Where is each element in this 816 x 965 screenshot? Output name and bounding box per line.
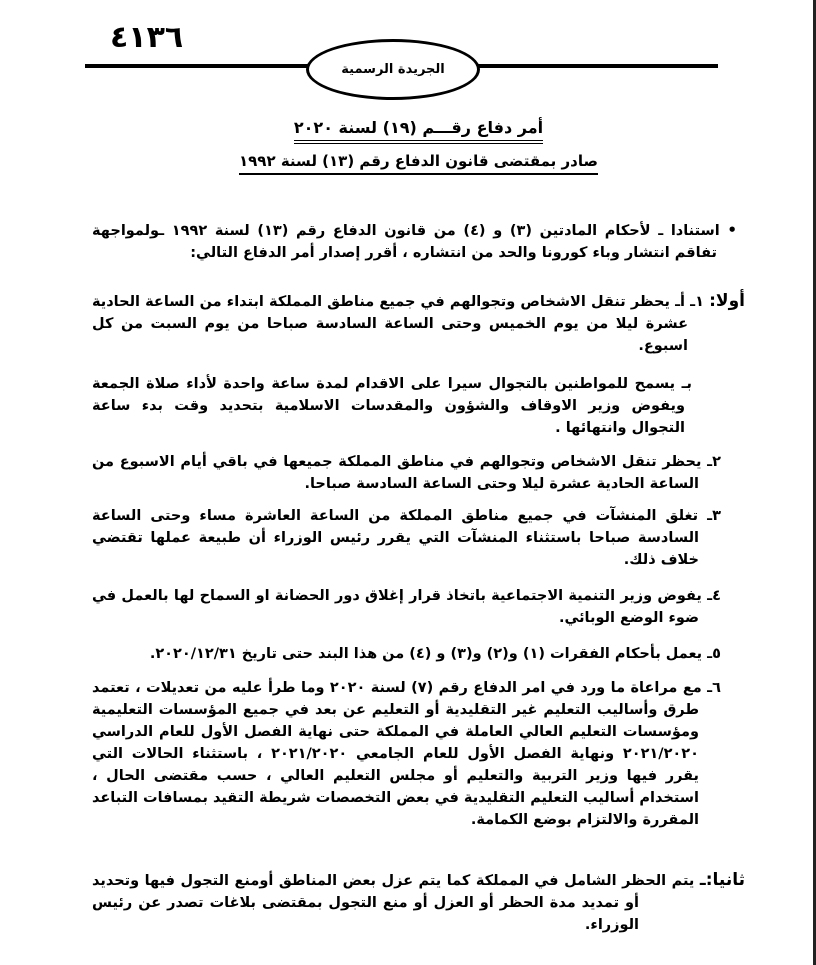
order-body (92, 112, 745, 936)
page-number: ٤١٣٦ (110, 20, 184, 55)
section-second-label: ثانيا:ـ (699, 870, 745, 890)
gazette-seal (306, 39, 480, 100)
gazette-name: الجريدة الرسمية (341, 62, 445, 77)
clause-text: يعمل بأحكام الفقرات (١) و(٢) و(٣) و (٤) من هذا البند حتى تاريخ ٢٠٢٠/١٢/٣١. (149, 646, 703, 662)
clause-marker: ٤ـ (707, 588, 721, 604)
order-title-line1: أمر دفاع رقـــم (١٩) لسنة ٢٠٢٠ (294, 118, 543, 144)
clause-text: يسمح للمواطنين بالتجوال سيرا على الاقدام لمدة ساعة واحدة لأداء صلاة الجمعة ويفوض وزير الاوقاف والشؤون والمقدسات الاسلامية بتحديد وقت بدء ساعة التجوال وانتهائها . (92, 376, 685, 436)
clause-text: يتم الحظر الشامل في المملكة كما يتم عزل بعض المناطق أومنع التجول فيها وتحديد أو تمديد مدة الحظر أو العزل أو منع التجول بمقتضى بلاغات تصدر عن رئيس الوزراء. (92, 873, 695, 933)
clause-marker: ١ـ أـ (675, 294, 704, 310)
clause-first-1a (92, 290, 745, 357)
clause-text: يحظر تنقل الاشخاص وتجوالهم في مناطق المملكة جميعها في باقي أيام الاسبوع من الساعة الحادية عشرة ليلا وحتى الساعة السادسة صباحا. (92, 454, 702, 492)
clause-first-1b (92, 373, 745, 439)
preamble-text: استنادا ـ لأحكام المادتين (٣) و (٤) من قانون الدفاع رقم (١٣) لسنة ١٩٩٢ ـولمواجهة تفاقم انتشار وباء كورونا والحد من انتشاره ، أقرر إصدار أمر الدفاع التالي: (92, 223, 720, 261)
preamble-paragraph (92, 219, 745, 264)
bullet-icon: • (727, 221, 738, 239)
clause-first-4 (92, 585, 745, 629)
clause-marker: ٥ـ (707, 646, 721, 662)
clause-first-5 (92, 643, 745, 665)
section-first-label: أولا: (709, 291, 745, 311)
clause-text: يحظر تنقل الاشخاص وتجوالهم في جميع مناطق المملكة ابتداء من الساعة الحادية عشرة ليلا من يوم الخميس وحتى الساعة السادسة صباحا من يوم السبت من كل اسبوع. (92, 294, 688, 354)
clause-marker: ٢ـ (707, 454, 721, 470)
order-title (92, 112, 745, 175)
clause-marker: بـ (681, 376, 692, 392)
clause-text: تغلق المنشآت في جميع مناطق المملكة من الساعة العاشرة مساء وحتى الساعة السادسة صباحا باستثناء المنشآت التي يقرر رئيس الوزراء أن طبيعة عملها تقتضي خلاف ذلك. (92, 508, 699, 568)
clause-second (92, 869, 745, 936)
clause-text: مع مراعاة ما ورد في امر الدفاع رقم (٧) لسنة ٢٠٢٠ وما طرأ عليه من تعديلات ، تعتمد طرق وأساليب التعليم غير التقليدية أو التعليم عن بعد في جميع المؤسسات التعليمية ومؤسسات التعليم العالي العاملة في المملكة حتى نهاية الفصل الأول للعام الدراسي ٢٠٢١/٢٠٢٠ ونهاية الفصل الأول للعام الجامعي ٢٠٢١/٢٠٢٠ ، باستثناء الحالات التي يقرر فيها وزير التربية والتعليم أو مجلس التعليم العالي ، حسب مقتضى الحال ، استخدام أساليب التعليم التقليدية في بعض التخصصات شريطة التقيد بمسافات التباعد المقررة والالتزام بوضع الكمامة. (92, 680, 702, 828)
clause-first-6 (92, 677, 745, 831)
order-title-line2: صادر بمقتضى قانون الدفاع رقم (١٣) لسنة ١٩٩٢ (239, 152, 598, 175)
clause-first-3 (92, 505, 745, 571)
clause-text: يفوض وزير التنمية الاجتماعية باتخاذ قرار إغلاق دور الحضانة او السماح لها بالعمل في ضوء الوضع الوبائي. (92, 588, 702, 626)
clause-first-2 (92, 451, 745, 495)
clause-marker: ٣ـ (707, 508, 721, 524)
clause-marker: ٦ـ (707, 680, 721, 696)
